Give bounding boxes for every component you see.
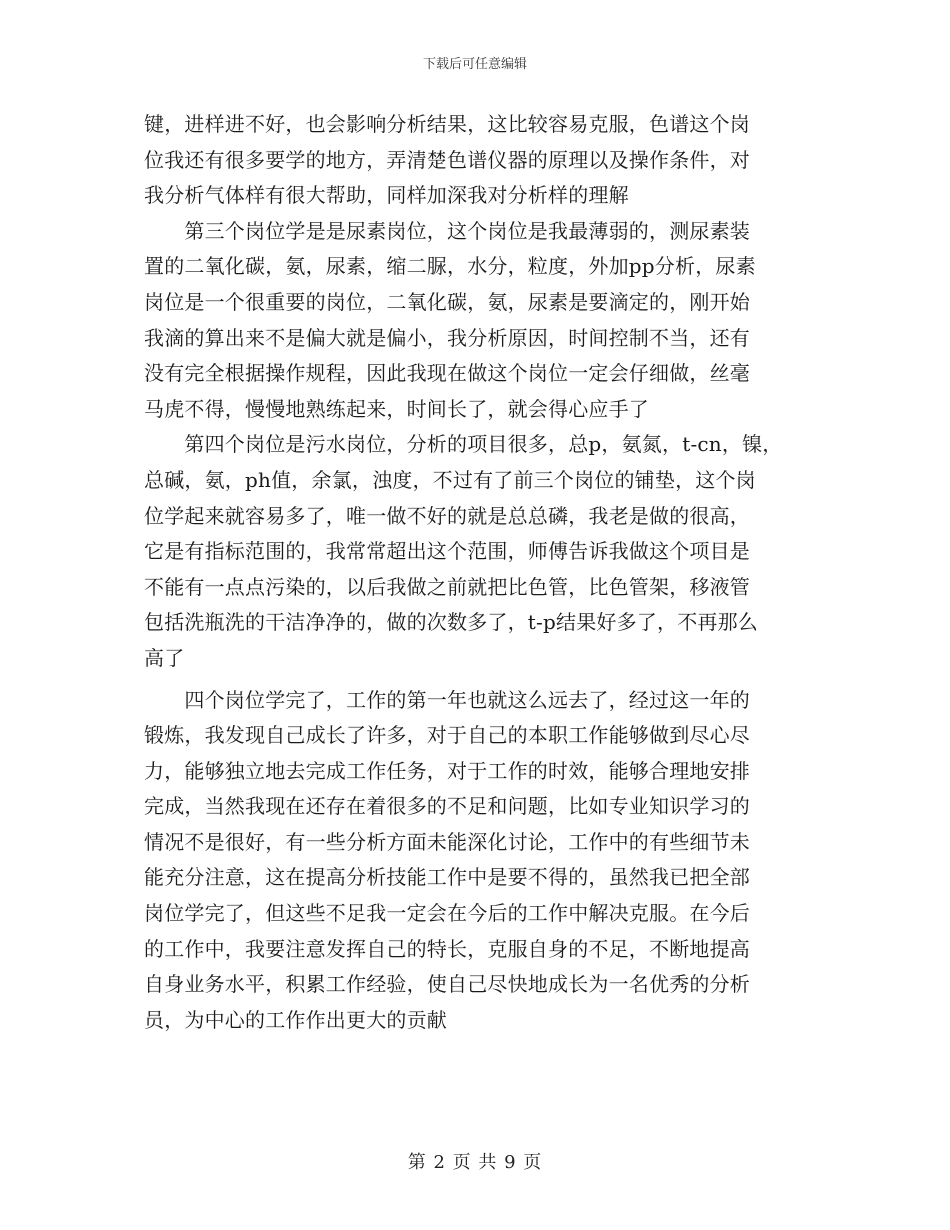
text-line: 能充分注意，这在提高分析技能工作中是要不得的，虽然我已把全部 — [144, 865, 750, 890]
text-line: 第三个岗位学是是尿素岗位，这个岗位是我最薄弱的，测尿素装 — [144, 218, 750, 243]
text-line: 岗位学完了，但这些不足我一定会在今后的工作中解决克服。在今后 — [144, 901, 750, 926]
text-line: 没有完全根据操作规程，因此我现在做这个岗位一定会仔细做，丝毫 — [144, 361, 750, 386]
text-line: 四个岗位学完了，工作的第一年也就这么远去了，经过这一年的 — [144, 687, 750, 712]
text-line: 不能有一点点污染的，以后我做之前就把比色管，比色管架，移液管 — [144, 574, 750, 599]
text-line: 位学起来就容易多了，唯一做不好的就是总总磷，我老是做的很高， — [144, 503, 750, 528]
text-line: 总碱，氨，ph值，余氯，浊度，不过有了前三个岗位的铺垫，这个岗 — [144, 467, 756, 492]
text-line: 它是有指标范围的，我常常超出这个范围，师傅告诉我做这个项目是 — [144, 539, 750, 564]
text-line: 力，能够独立地去完成工作任务，对于工作的时效，能够合理地安排 — [144, 758, 750, 783]
text-line: 锻炼，我发现自己成长了许多，对于自己的本职工作能够做到尽心尽 — [144, 723, 750, 748]
text-line: 包括洗瓶洗的干洁净净的，做的次数多了，t-p结果好多了，不再那么 — [144, 610, 758, 635]
text-line: 键，进样进不好，也会影响分析结果，这比较容易克服，色谱这个岗 — [144, 112, 750, 136]
text-line: 自身业务水平，积累工作经验，使自己尽快地成长为一名优秀的分析 — [144, 972, 750, 997]
text-line: 我分析气体样有很大帮助，同样加深我对分析样的理解 — [144, 183, 629, 208]
text-line: 置的二氧化碳，氨，尿素，缩二脲，水分，粒度，外加pp分析，尿素 — [144, 254, 756, 279]
text-line: 高了 — [144, 645, 185, 670]
text-line: 第四个岗位是污水岗位，分析的项目很多，总p，氨氮，t-cn，镍， — [144, 432, 783, 457]
text-line: 的工作中，我要注意发挥自己的特长，克服自身的不足，不断地提高 — [144, 936, 750, 961]
text-line: 位我还有很多要学的地方，弄清楚色谱仪器的原理以及操作条件，对 — [144, 147, 750, 172]
page-number: 第 2 页 共 9 页 — [407, 1152, 543, 1173]
text-line: 我滴的算出来不是偏大就是偏小，我分析原因，时间控制不当，还有 — [144, 325, 750, 350]
text-line: 情况不是很好，有一些分析方面未能深化讨论，工作中的有些细节未 — [144, 829, 750, 854]
text-line: 完成，当然我现在还存在着很多的不足和问题，比如专业知识学习的 — [144, 794, 750, 819]
document-body — [144, 107, 824, 1038]
page-header: 下载后可任意编辑 — [422, 57, 527, 72]
text-line: 员，为中心的工作作出更大的贡献 — [144, 1007, 447, 1032]
text-line: 岗位是一个很重要的岗位，二氧化碳，氨，尿素是要滴定的，刚开始 — [144, 289, 750, 314]
text-line: 马虎不得，慢慢地熟练起来，时间长了，就会得心应手了 — [144, 396, 649, 421]
